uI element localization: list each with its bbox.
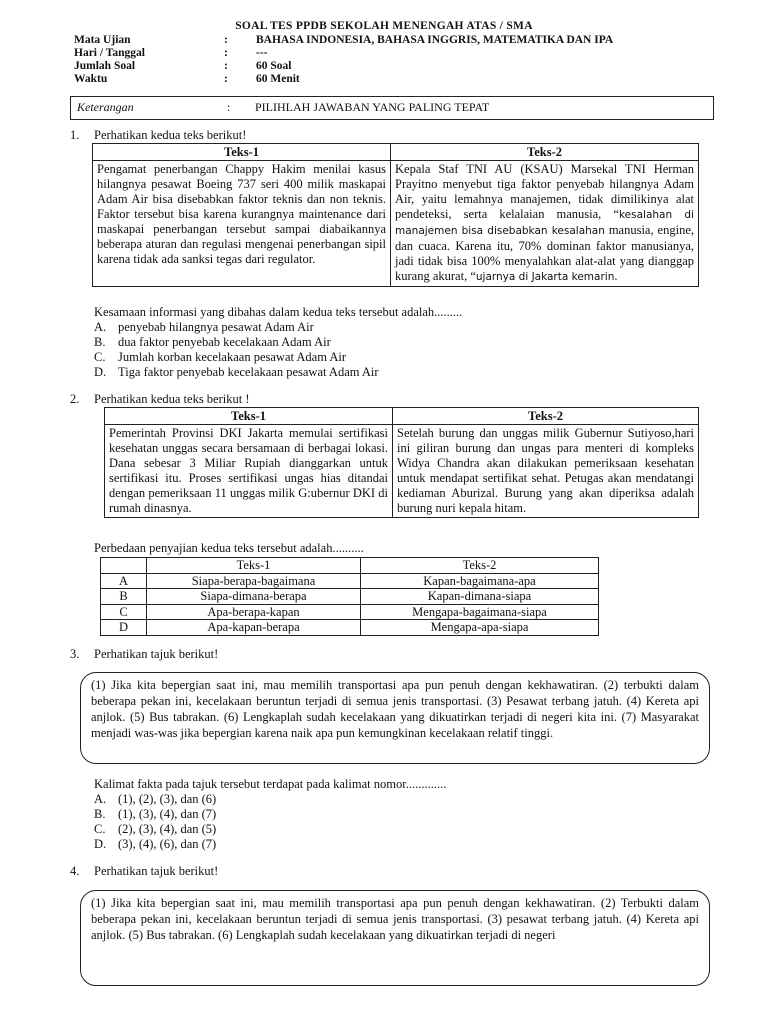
option-letter: B. [94, 807, 106, 821]
table-header: Teks-1 [93, 144, 391, 161]
table-cell: Kapan-dimana-siapa [361, 589, 599, 605]
option-letter: A. [94, 320, 107, 334]
question-prompt: Perhatikan tajuk berikut! [94, 647, 219, 661]
question-number: 2. [70, 392, 80, 406]
meta-colon: : [224, 34, 228, 46]
option-text: (2), (3), (4), dan (5) [118, 822, 217, 836]
passage-fragment: . [614, 269, 618, 283]
passage-fragment: Kepala Staf TNI AU (KSAU) Marsekal TNI Herman Prayitno menyebut tiga faktor penyebab hilangnya Adam Air, yaitu lemahnya manajemen, tidak dimilikinya alat pendeteksi, serta kelalaian manusia, “ [395, 162, 694, 221]
table-cell: Apa-kapan-berapa [147, 620, 361, 636]
question-prompt: Perhatikan tajuk berikut! [94, 864, 219, 878]
option-letter: D. [94, 837, 107, 851]
q1-text-table [92, 143, 699, 287]
option-letter: B [101, 589, 147, 605]
question-stem: Kalimat fakta pada tajuk tersebut terdapat pada kalimat nomor............. [94, 777, 447, 791]
table-cell: Apa-berapa-kapan [147, 604, 361, 620]
option-letter: B. [94, 335, 106, 349]
table-cell: Mengapa-apa-siapa [361, 620, 599, 636]
q4-editorial-box: (1) Jika kita bepergian saat ini, mau memilih transportasi apa pun penuh dengan kekhawatiran. (2) Terbukti dalam beberapa pekan ini, kecelakaan beruntun terjadi di semua jenis transportasi. (3) pesawat terbang jatuh. (4) Kereta api anjlok. (5) Bus tabrakan. (6) Lengkaplah sudah kecelakaan yang dikuatirkan terjadi di negeri [80, 890, 710, 986]
meta-label: Hari / Tanggal [74, 47, 145, 59]
exam-title: SOAL TES PPDB SEKOLAH MENENGAH ATAS / SMA [235, 20, 533, 32]
passage-quote-fragment: ujarnya di Jakarta kemarin [475, 271, 615, 283]
meta-colon: : [224, 73, 228, 85]
instructions-label: Keterangan [77, 100, 134, 114]
meta-colon: : [224, 47, 228, 59]
answer-row[interactable] [101, 573, 599, 589]
meta-value: 60 Menit [256, 73, 300, 85]
table-cell: Kapan-bagaimana-apa [361, 573, 599, 589]
meta-value: 60 Soal [256, 60, 292, 72]
question-prompt: Perhatikan kedua teks berikut ! [94, 392, 250, 406]
option-text: (3), (4), (6), dan (7) [118, 837, 217, 851]
teks2-passage: Setelah burung dan unggas milik Gubernur Sutiyoso,hari ini giliran burung dan ungas para menteri di kompleks Widya Chandra akan dilakukan pemeriksaan kesehatan untuk mendapat sertifikat sehat. Petugas akan mendatangi kediaman Aburizal. Burung yang akan diperiksa adalah burung nuri kepala hitam. [393, 425, 699, 518]
answer-row[interactable] [101, 620, 599, 636]
instructions-colon: : [227, 100, 231, 114]
question-stem: Kesamaan informasi yang dibahas dalam kedua teks tersebut adalah......... [94, 305, 463, 319]
passage-fragment: manusia, engine, dan cuaca. Karena itu, 70% dominan faktor manusianya, jadi tidak bisa 100% menyalahkan alat-alat yang dianggap kurang akurat, “ [395, 223, 694, 283]
option-text: (1), (2), (3), dan (6) [118, 792, 217, 806]
option-text: Jumlah korban kecelakaan pesawat Adam Air [118, 350, 347, 364]
option-text: penyebab hilangnya pesawat Adam Air [118, 320, 314, 334]
question-number: 4. [70, 864, 80, 878]
q3-editorial-box: (1) Jika kita bepergian saat ini, mau memilih transportasi apa pun penuh dengan kekhawatiran. (2) terbukti dalam beberapa pekan ini, kecelakaan beruntun terjadi di semua jenis transportasi. (3) Pesawat terbang jatuh. (4) Kereta api anjlok. (5) Bus tabrakan. (6) Lengkaplah sudah kecelakaan yang dikuatirkan terjadi di negeri kita ini. (7) Masyarakat menjadi was-was jika bepergian karena naik apa pun kemungkinan kecelakaan relatif tinggi. [80, 672, 710, 764]
meta-label: Waktu [74, 73, 108, 85]
table-header: Teks-2 [393, 408, 699, 425]
question-stem: Perbedaan penyajian kedua teks tersebut adalah.......... [94, 541, 364, 555]
option-text: Tiga faktor penyebab kecelakaan pesawat Adam Air [118, 365, 379, 379]
meta-value: BAHASA INDONESIA, BAHASA INGGRIS, MATEMATIKA DAN IPA [256, 34, 614, 46]
option-letter: D. [94, 365, 107, 379]
option-letter: A [101, 573, 147, 589]
option-letter: A. [94, 792, 107, 806]
table-header: Teks-1 [105, 408, 393, 425]
question-number: 3. [70, 647, 80, 661]
teks1-passage: Pemerintah Provinsi DKI Jakarta memulai sertifikasi kesehatan unggas secara bersamaan di berbagai lokasi. Dana sebesar 3 Miliar Rupiah dianggarkan untuk sertifikasi itu. Proses sertifikasi ungas hias ditandai dengan pemeriksaan 11 unggas milik G:ubernur DKI di rumah dinasnya. [105, 425, 393, 518]
question-number: 1. [70, 128, 80, 142]
table-header: Teks-2 [361, 558, 599, 574]
table-header [101, 558, 147, 574]
q2-text-table [104, 407, 699, 518]
option-letter: D [101, 620, 147, 636]
answer-row[interactable] [101, 589, 599, 605]
meta-value: --- [256, 47, 268, 59]
question-prompt: Perhatikan kedua teks berikut! [94, 128, 247, 142]
answer-row[interactable] [101, 604, 599, 620]
option-letter: C. [94, 822, 106, 836]
teks1-passage: Pengamat penerbangan Chappy Hakim menilai kasus hilangnya pesawat Boeing 737 seri 400 milik maskapai Adam Air bisa disebabkan faktor teknis dan non teknis. Faktor tersebut bisa karena kurangnya maintenance dari maskapai penerbangan tersebut sampai diabaikannya beberapa aturan dan regulasi mengenai penerbangan sipil karena tidak ada sanksi tegas dari regulator. [93, 161, 391, 287]
table-header: Teks-2 [391, 144, 699, 161]
teks2-passage [391, 161, 699, 287]
instructions-text: PILIHLAH JAWABAN YANG PALING TEPAT [255, 100, 490, 114]
table-cell: Siapa-dimana-berapa [147, 589, 361, 605]
option-text: dua faktor penyebab kecelakaan Adam Air [118, 335, 331, 349]
option-letter: C [101, 604, 147, 620]
meta-label: Jumlah Soal [74, 60, 136, 72]
option-letter: C. [94, 350, 106, 364]
q2-answer-table [100, 557, 599, 636]
meta-label: Mata Ujian [74, 34, 131, 46]
table-cell: Mengapa-bagaimana-siapa [361, 604, 599, 620]
table-header: Teks-1 [147, 558, 361, 574]
table-cell: Siapa-berapa-bagaimana [147, 573, 361, 589]
meta-colon: : [224, 60, 228, 72]
passage-quote-fragment: kesalahan di manajemen bisa disebabkan kesalahan [395, 209, 694, 237]
option-text: (1), (3), (4), dan (7) [118, 807, 217, 821]
instructions-box [70, 96, 714, 120]
